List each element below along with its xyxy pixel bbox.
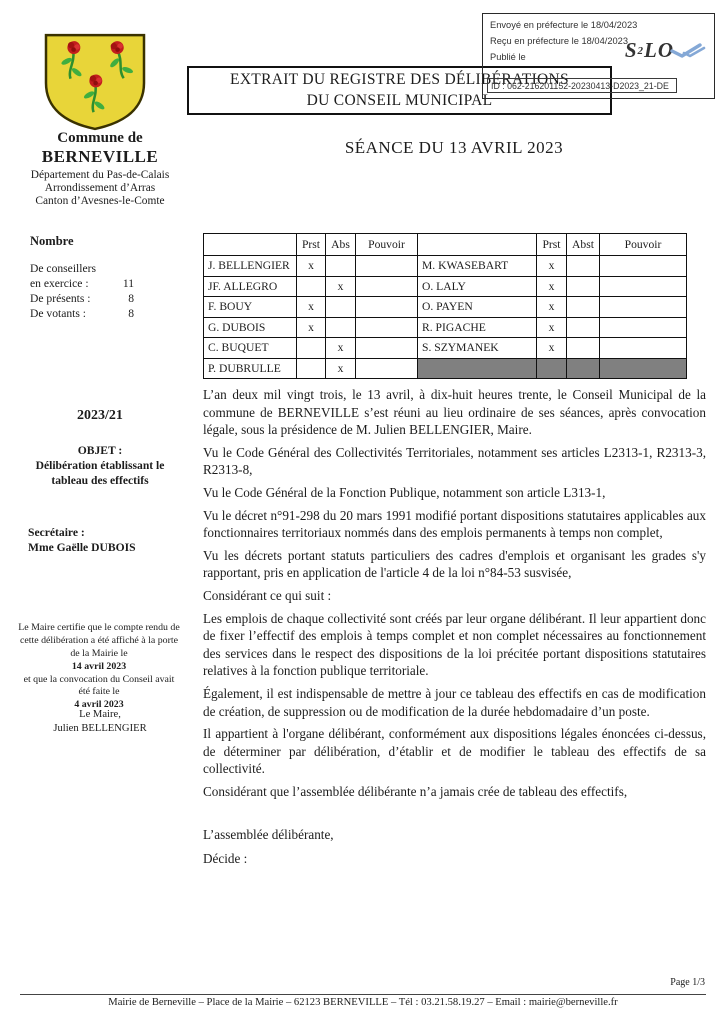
certify-text-2: et que la convocation du Conseil avait été faite le: [23, 673, 175, 698]
commune-admin-info: [10, 169, 190, 208]
departement-line: Département du Pas-de-Calais: [30, 169, 170, 181]
attendance-cell: x: [326, 358, 356, 379]
attendance-cell: x: [326, 338, 356, 359]
count-value: 8: [128, 307, 134, 321]
attendance-head: [204, 234, 687, 256]
title-line-2: DU CONSEIL MUNICIPAL: [306, 91, 493, 109]
count-row: [30, 276, 158, 291]
secretary-name: Mme Gaëlle DUBOIS: [28, 541, 136, 555]
signature-role: Le Maire,: [79, 709, 121, 720]
attendance-cell: [326, 256, 356, 277]
attendance-cell: [356, 256, 418, 277]
attendance-cell: JF. ALLEGRO: [204, 276, 297, 297]
count-row: [30, 291, 158, 306]
attendance-cell: [600, 256, 687, 277]
attendance-cell: O. LALY: [418, 276, 537, 297]
attendance-table: [203, 233, 687, 379]
count-value: 8: [128, 292, 134, 306]
certify-date-2: 4 avril 2023: [74, 699, 124, 711]
s2lo-logo: [625, 38, 706, 63]
count-label: De votants :: [30, 307, 87, 321]
attendance-cell: J. BELLENGIER: [204, 256, 297, 277]
attendance-body: [204, 256, 687, 379]
attendance-cell: F. BOUY: [204, 297, 297, 318]
attendance-cell: [297, 338, 326, 359]
attendance-header-cell: Pouvoir: [600, 234, 687, 256]
attendance-cell: x: [537, 338, 567, 359]
attendance-cell: [297, 358, 326, 379]
count-row: [30, 261, 158, 276]
attendance-cell: [326, 297, 356, 318]
certification-block: [18, 622, 180, 712]
attendance-row: [204, 358, 687, 379]
attendance-cell: [356, 338, 418, 359]
attendance-cell: [567, 297, 600, 318]
attendance-cell: P. DUBRULLE: [204, 358, 297, 379]
attendance-cell: [297, 276, 326, 297]
objet-block: [10, 443, 190, 488]
s2lo-logo-text2: LO: [644, 38, 674, 62]
secretary-label: Secrétaire :: [28, 526, 85, 539]
attendance-cell: [356, 317, 418, 338]
body-paragraph: L’an deux mil vingt trois, le 13 avril, à dix-huit heures trente, le Conseil Municipal de la commune de BERNEVILLE s’est réuni au lieu ordinaire de ses séances, après convocation légale, sous la présidence de M. Julien BELLENGIER, Maire.: [203, 387, 706, 438]
attendance-cell: R. PIGACHE: [418, 317, 537, 338]
stamp-id-line: ID : 062-216201152-20230413-D2023_21-DE: [487, 78, 677, 93]
body-paragraph: Il appartient à l'organe délibérant, conformément aux dispositions légales énoncées ci-dessus, de déterminer par délibération, d’établir et de modifier le tableau des effectifs de sa collectivité.: [203, 726, 706, 777]
attendance-cell: [567, 256, 600, 277]
attendance-cell: [567, 276, 600, 297]
attendance-header-row: [204, 234, 687, 256]
footer-rule: [20, 994, 706, 995]
attendance-cell: x: [537, 256, 567, 277]
attendance-row: [204, 317, 687, 338]
attendance-cell: [356, 276, 418, 297]
attendance-cell: O. PAYEN: [418, 297, 537, 318]
attendance-cell: x: [537, 276, 567, 297]
attendance-header-cell: [418, 234, 537, 256]
count-label: De présents :: [30, 292, 91, 306]
attendance-cell: x: [297, 317, 326, 338]
certify-text-1: Le Maire certifie que le compte rendu de cette délibération a été affiché à la porte de la Mairie le: [18, 622, 180, 659]
objet-line1: Délibération établissant le: [35, 459, 165, 473]
stamp-sent-line: Envoyé en préfecture le 18/04/2023: [490, 20, 638, 30]
attendance-cell: x: [297, 256, 326, 277]
attendance-cell: [418, 358, 537, 379]
title-line-1: EXTRAIT DU REGISTRE DES DÉLIBÉRATIONS: [230, 70, 569, 88]
attendance-cell: [600, 358, 687, 379]
counts-block: [30, 261, 158, 321]
attendance-cell: x: [537, 297, 567, 318]
commune-name: [10, 130, 190, 167]
page-number: Page 1/3: [670, 977, 705, 988]
coat-of-arms-icon: [42, 33, 148, 131]
commune-name-line1: Commune de: [57, 130, 143, 146]
attendance-cell: [567, 358, 600, 379]
objet-line2: tableau des effectifs: [51, 474, 149, 488]
count-row: [30, 306, 158, 321]
body-paragraph: Considérant que l’assemblée délibérante n’a jamais crée de tableau des effectifs,: [203, 783, 628, 799]
attendance-header-cell: Pouvoir: [356, 234, 418, 256]
attendance-header-cell: Prst: [297, 234, 326, 256]
canton-line: Canton d’Avesnes-le-Comte: [35, 195, 165, 208]
body-paragraph: Vu le Code Général de la Fonction Publique, notamment son article L313-1,: [203, 484, 606, 500]
attendance-row: [204, 338, 687, 359]
session-heading: SÉANCE DU 13 AVRIL 2023: [344, 138, 564, 157]
arrondissement-line: Arrondissement d’Arras: [44, 182, 156, 195]
body-paragraph: L’assemblée délibérante,: [203, 827, 334, 843]
attendance-cell: [356, 358, 418, 379]
deliberation-number: 2023/21: [77, 408, 123, 423]
attendance-cell: [600, 297, 687, 318]
count-label: De conseillers: [30, 262, 96, 275]
attendance-cell: [537, 358, 567, 379]
attendance-row: [204, 256, 687, 277]
attendance-header-cell: [204, 234, 297, 256]
attendance-cell: x: [537, 317, 567, 338]
attendance-cell: G. DUBOIS: [204, 317, 297, 338]
counts-title: Nombre: [30, 234, 74, 248]
body-paragraph: Vu les décrets portant statuts particuliers des cadres d'emplois et organisant les grades s'y rapportant, pris en application de l'article 4 de la loi n°84-53 susvisée,: [203, 547, 706, 581]
attendance-cell: [567, 338, 600, 359]
attendance-row: [204, 297, 687, 318]
attendance-cell: [600, 338, 687, 359]
signature-block: [10, 708, 190, 737]
prefecture-stamp: [482, 13, 715, 99]
attendance-header-cell: Abst: [567, 234, 600, 256]
count-value: [134, 261, 158, 276]
s2lo-swoosh-icon: [670, 42, 706, 60]
attendance-cell: C. BUQUET: [204, 338, 297, 359]
body-paragraph: Également, il est indispensable de mettre à jour ce tableau des effectifs en cas de modification de création, de suppression ou de modification de la durée hebdomadaire d’un poste.: [203, 685, 706, 719]
attendance-cell: [600, 317, 687, 338]
count-value: 11: [122, 277, 134, 291]
commune-name-line2: BERNEVILLE: [41, 147, 159, 166]
body-paragraph: Considérant ce qui suit :: [203, 587, 332, 603]
body-paragraphs: [203, 386, 706, 873]
count-label: en exercice :: [30, 277, 89, 291]
footer-address: Mairie de Berneville – Place de la Mairie – 62123 BERNEVILLE – Tél : 03.21.58.19.27 – Email : mairie@berneville.fr: [108, 997, 618, 1008]
attendance-cell: [600, 276, 687, 297]
s2lo-logo-text: S: [624, 38, 638, 62]
attendance-header-cell: Abs: [326, 234, 356, 256]
s2lo-logo-sup: 2: [637, 44, 644, 57]
body-paragraph: Décide :: [203, 851, 248, 867]
stamp-received-line: Reçu en préfecture le 18/04/2023: [490, 36, 629, 46]
body-paragraph: Vu le Code Général des Collectivités Territoriales, notamment ses articles L2313-1, R2313-3, R2313-8,: [203, 444, 706, 478]
attendance-cell: S. SZYMANEK: [418, 338, 537, 359]
certify-date-1: 14 avril 2023: [71, 660, 127, 672]
attendance-cell: [567, 317, 600, 338]
signature-name: Julien BELLENGIER: [53, 723, 147, 735]
attendance-cell: [326, 317, 356, 338]
attendance-cell: x: [326, 276, 356, 297]
attendance-cell: [356, 297, 418, 318]
attendance-cell: x: [297, 297, 326, 318]
secretary-block: [28, 525, 136, 555]
attendance-cell: M. KWASEBART: [418, 256, 537, 277]
attendance-header-cell: Prst: [537, 234, 567, 256]
attendance-row: [204, 276, 687, 297]
objet-title: OBJET :: [77, 444, 123, 457]
body-paragraph: Les emplois de chaque collectivité sont créés par leur organe délibérant. Il leur appartient donc de fixer l’effectif des emplois à temps complet et non complet nécessaires au fonctionnement des services dans le respect des dispositions de la loi précitée portant dispositions statutaires relatives à la fonction publique territoriale.: [203, 610, 706, 679]
stamp-published-line: Publié le: [490, 52, 526, 62]
body-paragraph: Vu le décret n°91-298 du 20 mars 1991 modifié portant dispositions statutaires applicables aux fonctionnaires territoriaux nommés dans des emplois permanents à temps non complet,: [203, 507, 706, 541]
